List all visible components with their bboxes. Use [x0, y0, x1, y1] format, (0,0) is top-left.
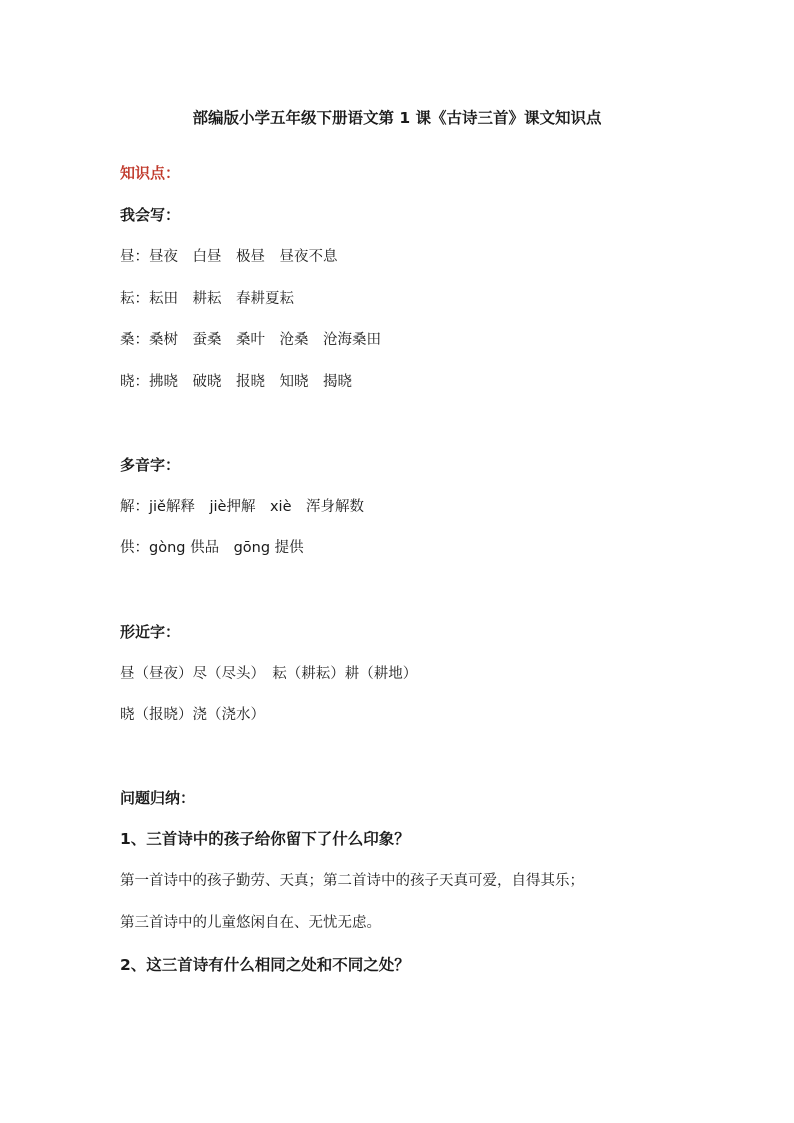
section-heading-questions: 问题归纳： — [120, 789, 196, 807]
write-line-4: 晓：拂晓 破晓 报晓 知晓 揭晓 — [120, 374, 352, 390]
section-heading-similar: 形近字： — [120, 623, 181, 641]
question-1: 1、三首诗中的孩子给你留下了什么印象？ — [120, 830, 410, 848]
write-line-3: 桑：桑树 蚕桑 桑叶 沧桑 沧海桑田 — [120, 332, 381, 348]
write-line-2: 耘：耘田 耕耘 春耕夏耘 — [120, 291, 294, 307]
knowledge-label: 知识点： — [120, 164, 181, 182]
write-line-1: 昼：昼夜 白昼 极昼 昼夜不息 — [120, 249, 338, 265]
question-2: 2、这三首诗有什么相同之处和不同之处？ — [120, 956, 410, 974]
section-heading-write: 我会写： — [120, 206, 181, 224]
answer-1-line-2: 第三首诗中的儿童悠闲自在、无忧无虑。 — [120, 915, 381, 931]
answer-1-line-1: 第一首诗中的孩子勤劳、天真；第二首诗中的孩子天真可爱，自得其乐； — [120, 873, 584, 889]
similar-line-2: 晓（报晓）浇（浇水） — [120, 707, 265, 723]
similar-line-1: 昼（昼夜）尽（尽头） 耘（耕耘）耕（耕地） — [120, 666, 418, 682]
polyphonic-line-1: 解：jiě解释 jiè押解 xiè 浑身解数 — [120, 499, 364, 515]
page-title: 部编版小学五年级下册语文第 1 课《古诗三首》课文知识点 — [192, 109, 602, 127]
polyphonic-line-2: 供：gòng 供品 gōng 提供 — [120, 540, 304, 556]
section-heading-polyphonic: 多音字： — [120, 456, 181, 474]
